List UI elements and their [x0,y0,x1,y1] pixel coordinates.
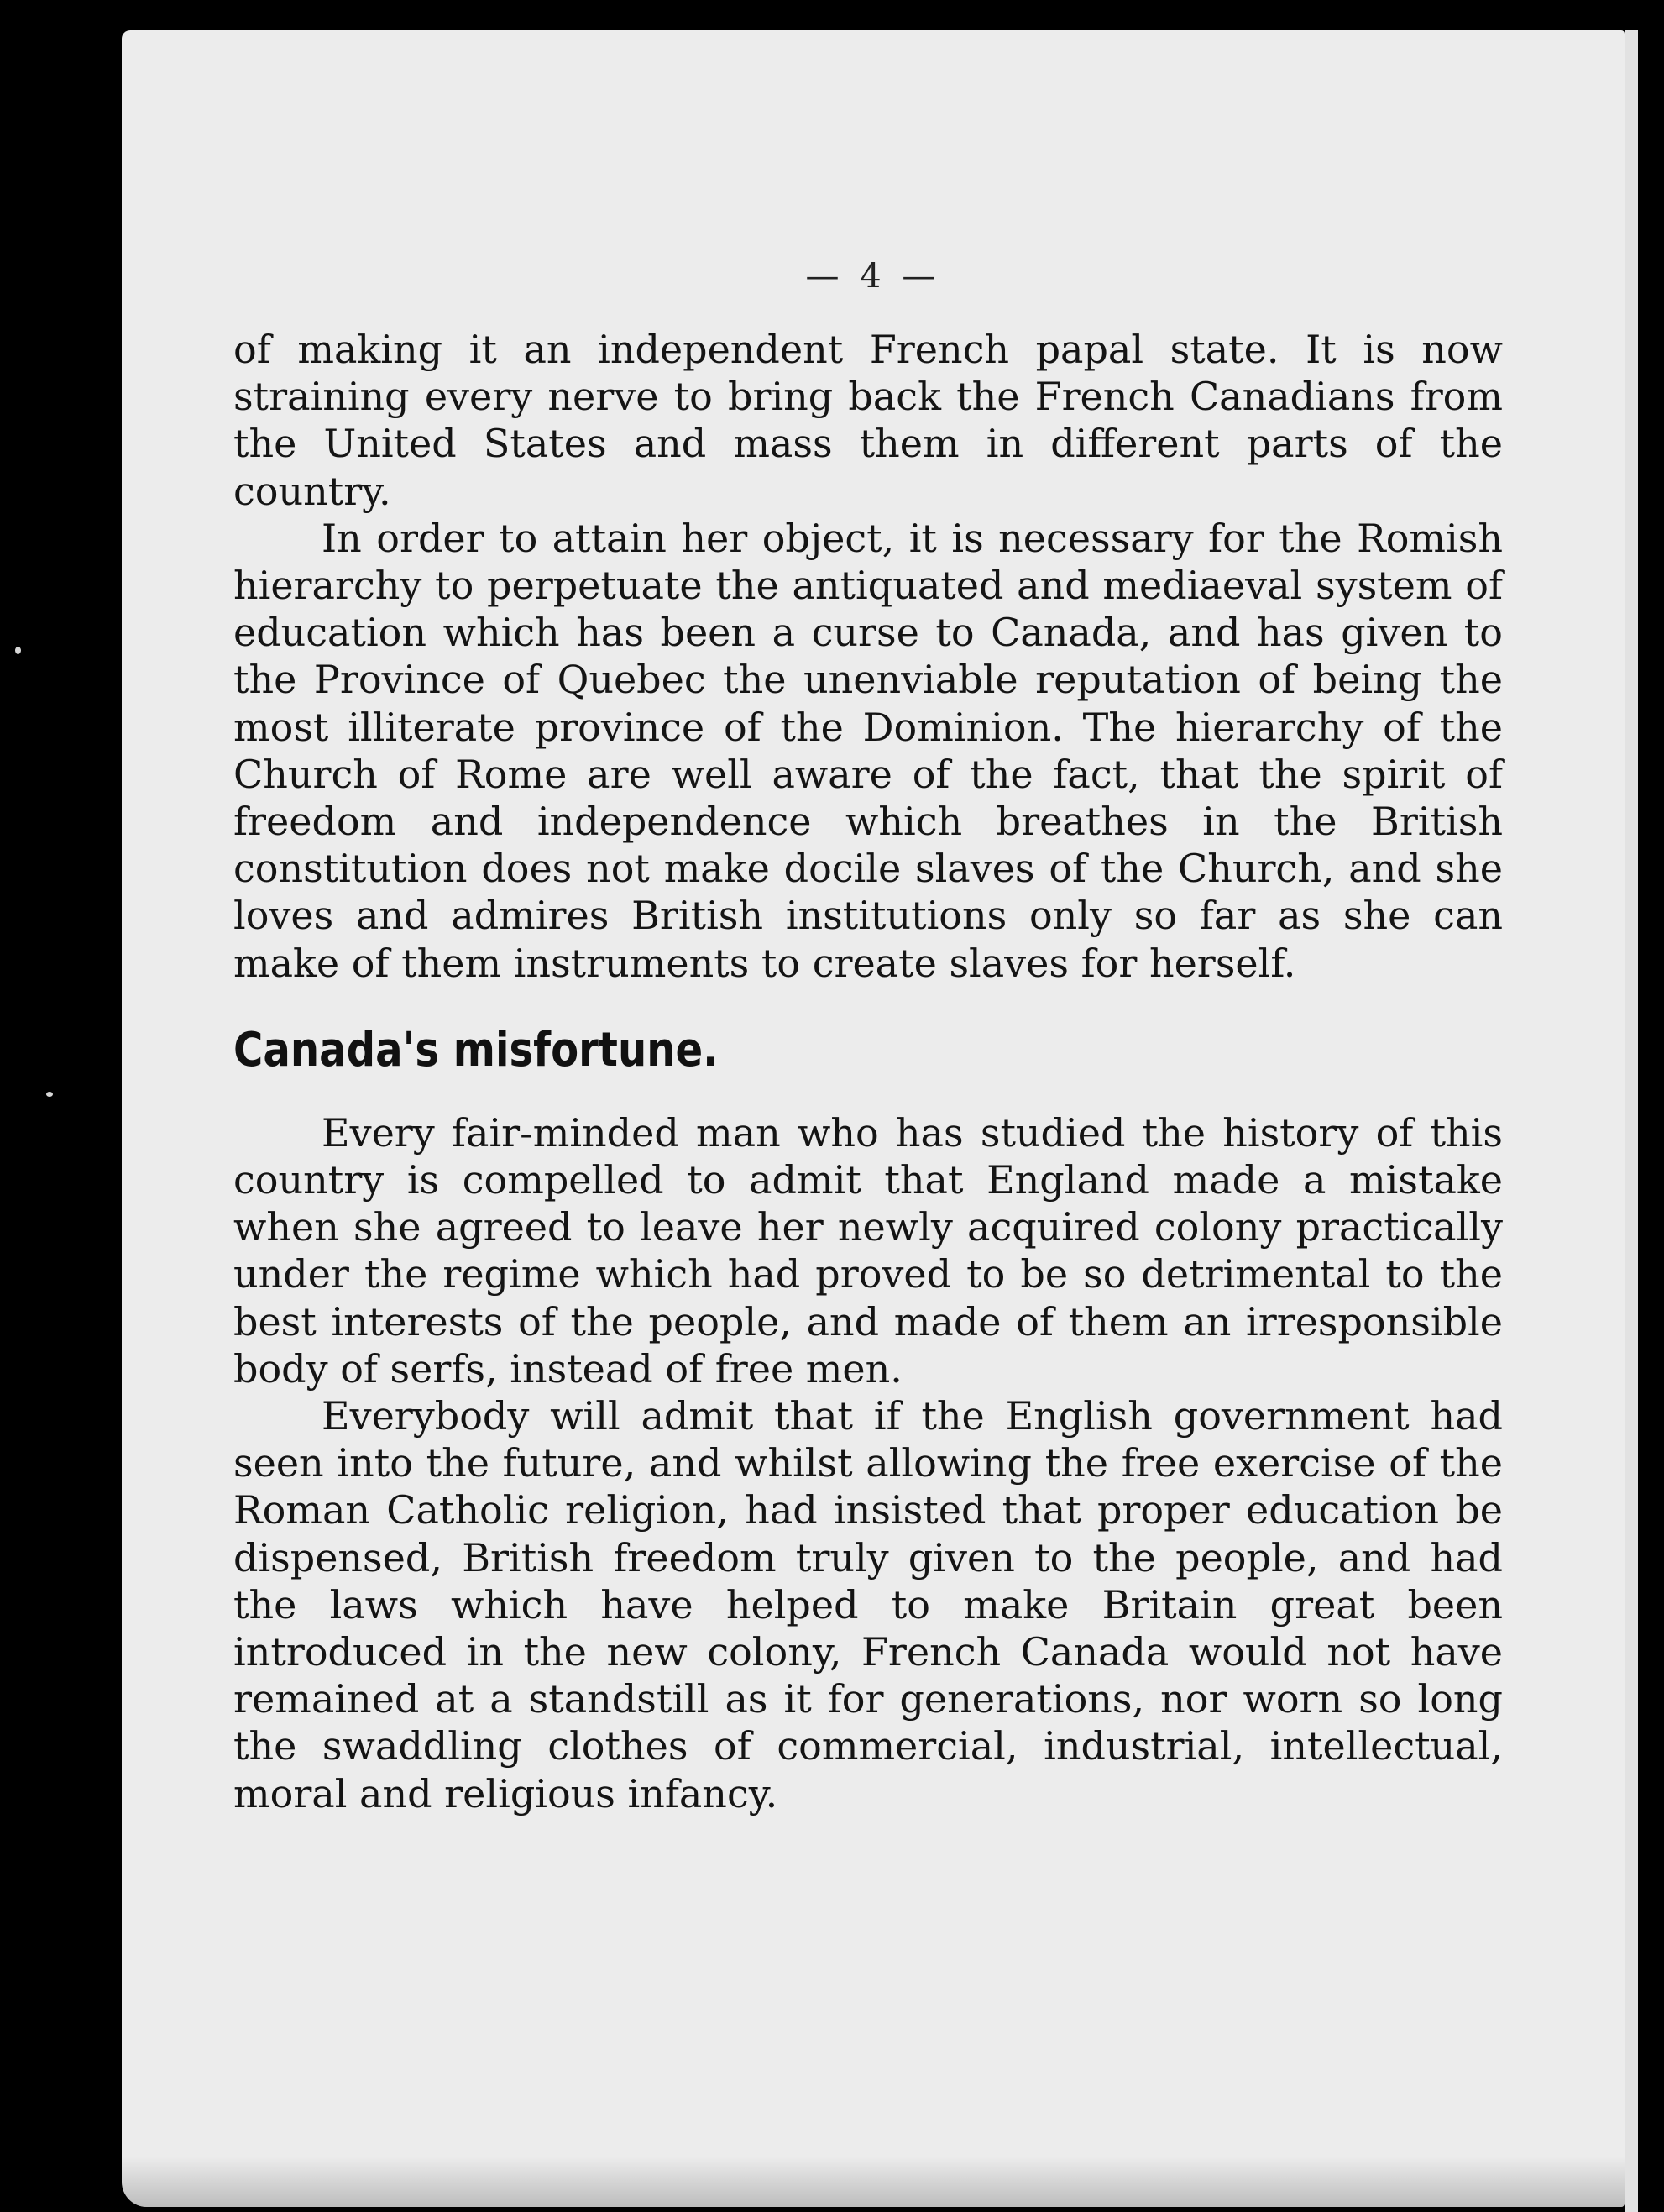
section-heading: Canada's misfortune. [233,1022,719,1077]
scan-speck [46,1092,53,1097]
paragraph-england-mistake: Every fair-minded man who has studied the history of this country is compelled to admit that England made a mistake when she agreed to leave her newly acquired colony practically under the regime which had proved to be so detrimental to the best interests of the people, and made of them an irresponsible body of serfs, instead of free men. [233,1109,1503,1392]
page-number: — 4 — [805,257,941,296]
paragraph-romish-hierarchy: In order to attain her object, it is necessary for the Romish hierarchy to perpetuate the antiquated and mediaeval system of education which has been a curse to Canada, and has given to the Province of Quebec the unenviable reputation of being the most illiterate province of the Dominion. The hierarchy of the Church of Rome are well aware of the fact, that the spirit of freedom and independence which breathes in the British constitution does not make docile slaves of the Church, and she loves and admires British institutions only so far as she can make of them instruments to create slaves for herself. [233,515,1503,986]
paragraph-english-government: Everybody will admit that if the English government had seen into the future, and whilst allowing the free exercise of the Roman Catholic religion, had insisted that proper education be dispensed, British freedom truly given to the people, and had the laws which have helped to make Britain great been introduced in the new colony, French Canada would not have remained at a standstill as it for generations, nor worn so long the swaddling clothes of commercial, industrial, intellectual, moral and religious infancy. [233,1393,1503,1816]
facing-page-edge [1625,30,1638,2212]
paragraph-continuation: of making it an independent French papal state. It is now straining every nerve to bring back the French Canadians from the United States and mass them in different parts of the country. [233,327,1503,514]
scan-speck [15,647,21,654]
body-text [233,326,1503,1817]
